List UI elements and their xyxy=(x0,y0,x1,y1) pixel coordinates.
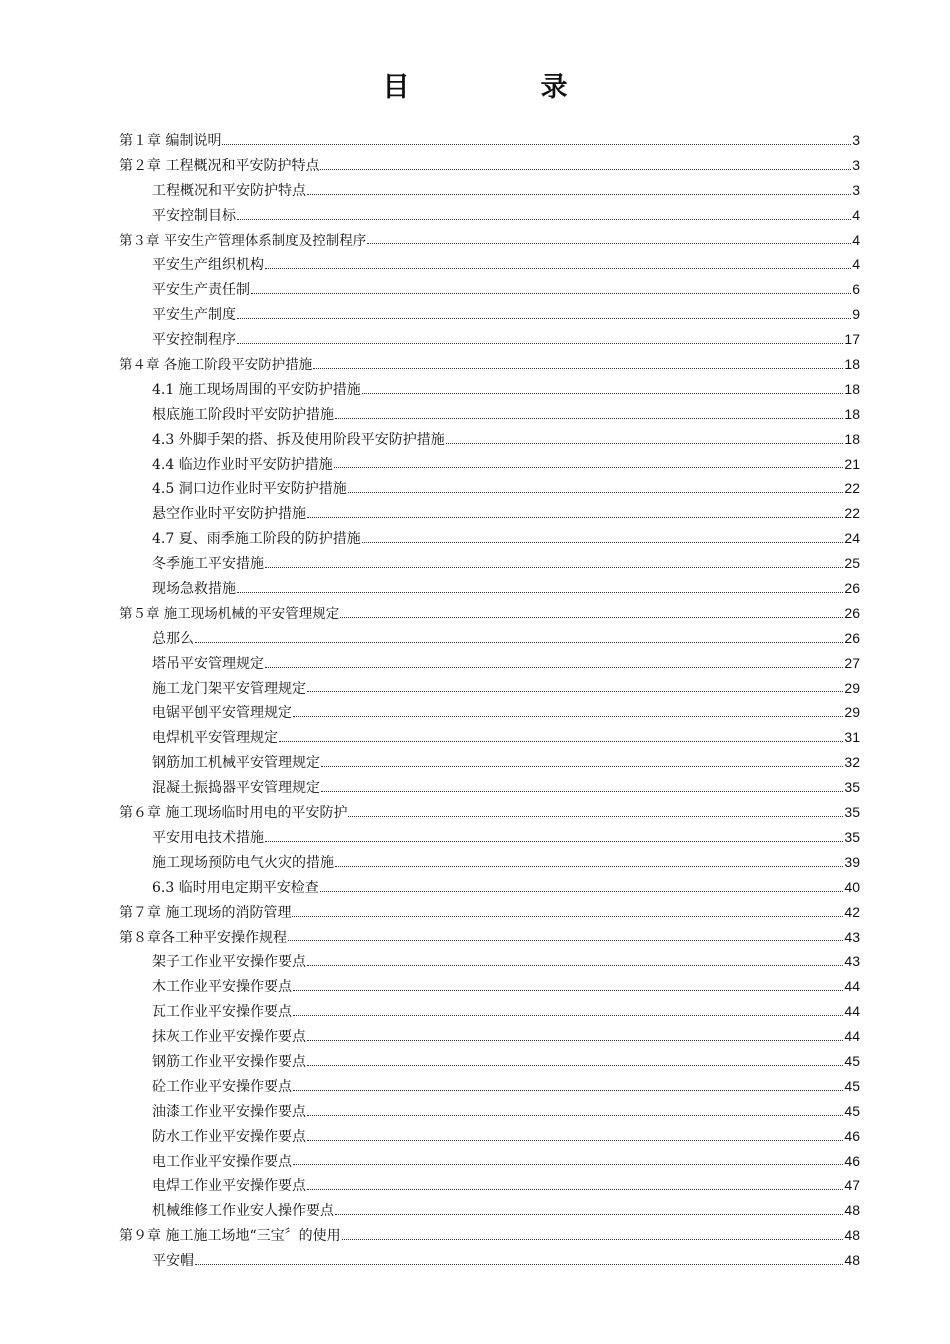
toc-entry-page-number: 26 xyxy=(844,604,860,621)
dot-leader xyxy=(446,442,844,444)
dot-leader xyxy=(237,317,851,319)
toc-entry[interactable] xyxy=(119,1248,860,1273)
dot-leader xyxy=(292,915,843,917)
dot-leader xyxy=(265,840,843,842)
toc-entry-title: 施工龙门架平安管理规定 xyxy=(152,680,306,697)
toc-entry-title: 第３章 平安生产管理体系制度及控制程序 xyxy=(119,232,367,249)
dot-leader xyxy=(293,989,843,991)
toc-entry[interactable] xyxy=(119,327,860,352)
dot-leader xyxy=(313,367,843,369)
toc-entry-page-number: 44 xyxy=(844,1028,860,1045)
toc-entry-title: 机械维修工作业安人操作要点 xyxy=(152,1203,334,1220)
dot-leader xyxy=(288,939,843,941)
toc-entry-title: 4.5 洞口边作业时平安防护措施 xyxy=(152,481,347,498)
toc-entry[interactable] xyxy=(119,626,860,651)
toc-entry[interactable] xyxy=(119,999,860,1024)
toc-entry-title: 第２章 工程概况和平安防护特点 xyxy=(119,157,320,174)
toc-entry-title: 瓦工作业平安操作要点 xyxy=(152,1004,292,1021)
dot-leader xyxy=(265,267,851,269)
toc-entry-page-number: 9 xyxy=(852,306,860,323)
toc-entry[interactable] xyxy=(119,750,860,775)
toc-entry-page-number: 3 xyxy=(852,181,860,198)
toc-entry-page-number: 21 xyxy=(844,455,860,472)
toc-entry-title: 第１章 编制说明 xyxy=(119,133,222,149)
toc-entry-title: 抹灰工作业平安操作要点 xyxy=(152,1029,306,1046)
toc-entry-title: 防水工作业平安操作要点 xyxy=(152,1128,306,1145)
toc-entry-title: 第８章各工种平安操作规程 xyxy=(119,929,287,946)
dot-leader xyxy=(195,641,843,643)
toc-entry-page-number: 44 xyxy=(844,978,860,995)
dot-leader xyxy=(251,292,851,294)
toc-entry[interactable] xyxy=(119,277,860,302)
toc-entry[interactable] xyxy=(119,452,860,477)
dot-leader xyxy=(340,616,843,618)
toc-entry-title: 钢筋加工机械平安管理规定 xyxy=(152,755,320,772)
toc-entry-page-number: 3 xyxy=(852,132,860,148)
dot-leader xyxy=(307,964,843,966)
dot-leader xyxy=(362,392,844,394)
toc-entry-page-number: 27 xyxy=(844,654,860,671)
toc-entry-page-number: 4 xyxy=(852,256,860,273)
dot-leader xyxy=(265,566,843,568)
toc-entry[interactable] xyxy=(119,1099,860,1124)
toc-entry-title: 悬空作业时平安防护措施 xyxy=(152,506,306,523)
toc-entry-title: 平安生产组织机构 xyxy=(152,257,264,274)
toc-entry[interactable] xyxy=(119,377,860,402)
toc-entry-title: 钢筋工作业平安操作要点 xyxy=(152,1053,306,1070)
page-title: 目 录 xyxy=(382,72,620,103)
toc-entry[interactable] xyxy=(119,700,860,725)
toc-entry-page-number: 22 xyxy=(844,480,860,497)
toc-entry-title: 6.3 临时用电定期平安检查 xyxy=(152,879,319,896)
toc-entry[interactable] xyxy=(119,153,860,178)
dot-leader xyxy=(293,1163,843,1165)
dot-leader xyxy=(265,666,843,668)
toc-entry-page-number: 18 xyxy=(844,356,860,373)
toc-entry[interactable] xyxy=(119,302,860,327)
toc-entry[interactable] xyxy=(119,551,860,576)
dot-leader xyxy=(307,1188,843,1190)
dot-leader xyxy=(348,815,843,817)
toc-entry-title: 平安控制程序 xyxy=(152,332,236,349)
toc-entry-page-number: 18 xyxy=(844,380,860,397)
toc-entry[interactable] xyxy=(119,1049,860,1074)
dot-leader xyxy=(307,193,851,195)
toc-entry-title: 总那么 xyxy=(152,630,194,647)
toc-entry[interactable] xyxy=(119,576,860,601)
dot-leader xyxy=(307,1039,843,1041)
toc-entry-page-number: 17 xyxy=(844,331,860,348)
toc-entry-title: 工程概况和平安防护特点 xyxy=(152,182,306,199)
toc-entry-page-number: 44 xyxy=(844,1003,860,1020)
toc-entry[interactable] xyxy=(119,1198,860,1223)
toc-entry[interactable] xyxy=(119,476,860,501)
toc-entry[interactable] xyxy=(119,875,860,900)
toc-entry-page-number: 25 xyxy=(844,555,860,572)
toc-entry-page-number: 46 xyxy=(844,1152,860,1169)
toc-entry-page-number: 43 xyxy=(844,953,860,970)
toc-entry-title: 塔吊平安管理规定 xyxy=(152,655,264,672)
toc-entry-title: 4.1 施工现场周围的平安防护措施 xyxy=(152,381,361,398)
toc-entry-page-number: 26 xyxy=(844,580,860,597)
toc-entry[interactable] xyxy=(119,526,860,551)
toc-entry[interactable] xyxy=(119,427,860,452)
table-of-contents xyxy=(119,128,860,1273)
toc-entry-title: 混凝土振捣器平安管理规定 xyxy=(152,780,320,797)
toc-entry[interactable] xyxy=(119,252,860,277)
dot-leader xyxy=(321,765,843,767)
toc-entry[interactable] xyxy=(119,925,860,950)
toc-entry[interactable] xyxy=(119,178,860,203)
toc-entry-page-number: 39 xyxy=(844,853,860,870)
toc-entry-page-number: 40 xyxy=(844,878,860,895)
toc-entry[interactable] xyxy=(119,128,860,153)
toc-entry-page-number: 4 xyxy=(852,206,860,223)
toc-entry-page-number: 45 xyxy=(844,1052,860,1069)
toc-entry-title: 电工作业平安操作要点 xyxy=(152,1153,292,1170)
toc-entry-page-number: 29 xyxy=(844,679,860,696)
dot-leader xyxy=(222,143,851,145)
toc-entry[interactable] xyxy=(119,1124,860,1149)
toc-entry[interactable] xyxy=(119,900,860,925)
toc-entry[interactable] xyxy=(119,725,860,750)
toc-entry[interactable] xyxy=(119,228,860,253)
dot-leader xyxy=(367,242,851,244)
dot-leader xyxy=(307,1114,843,1116)
toc-entry-page-number: 4 xyxy=(852,231,860,248)
toc-entry[interactable] xyxy=(119,949,860,974)
dot-leader xyxy=(307,1139,843,1141)
toc-entry-page-number: 45 xyxy=(844,1102,860,1119)
toc-entry[interactable] xyxy=(119,676,860,701)
toc-entry-title: 架子工作业平安操作要点 xyxy=(152,954,306,971)
toc-entry-page-number: 35 xyxy=(844,828,860,845)
toc-entry-page-number: 45 xyxy=(844,1077,860,1094)
toc-entry-page-number: 35 xyxy=(844,804,860,821)
toc-entry[interactable] xyxy=(119,974,860,999)
toc-entry-title: 现场急救措施 xyxy=(152,581,236,598)
dot-leader xyxy=(335,417,843,419)
toc-entry-title: 电焊工作业平安操作要点 xyxy=(152,1178,306,1195)
toc-entry[interactable] xyxy=(119,1024,860,1049)
toc-entry[interactable] xyxy=(119,601,860,626)
toc-entry[interactable] xyxy=(119,651,860,676)
toc-entry-title: 4.4 临边作业时平安防护措施 xyxy=(152,456,333,473)
dot-leader xyxy=(320,890,844,892)
toc-entry-title: 第９章 施工施工场地“三宝〞的使用 xyxy=(119,1228,341,1245)
dot-leader xyxy=(335,1213,843,1215)
toc-entry-title: 油漆工作业平安操作要点 xyxy=(152,1103,306,1120)
dot-leader xyxy=(321,790,843,792)
toc-entry[interactable] xyxy=(119,850,860,875)
dot-leader xyxy=(335,865,843,867)
dot-leader xyxy=(293,1089,843,1091)
dot-leader xyxy=(237,342,843,344)
toc-entry-page-number: 3 xyxy=(852,156,860,173)
toc-entry-page-number: 48 xyxy=(844,1202,860,1219)
toc-entry-page-number: 18 xyxy=(844,430,860,447)
dot-leader xyxy=(334,466,844,468)
dot-leader xyxy=(293,715,843,717)
dot-leader xyxy=(279,740,843,742)
toc-entry[interactable] xyxy=(119,825,860,850)
dot-leader xyxy=(195,1263,843,1265)
dot-leader xyxy=(237,591,843,593)
toc-entry[interactable] xyxy=(119,402,860,427)
toc-entry-title: 4.3 外脚手架的搭、拆及使用阶段平安防护措施 xyxy=(152,431,445,448)
toc-entry-title: 平安控制目标 xyxy=(152,207,236,224)
toc-entry[interactable] xyxy=(119,1223,860,1248)
toc-entry-page-number: 42 xyxy=(844,903,860,920)
toc-entry-page-number: 24 xyxy=(844,530,860,547)
toc-entry[interactable] xyxy=(119,1173,860,1198)
dot-leader xyxy=(362,541,844,543)
toc-entry-page-number: 35 xyxy=(844,779,860,796)
toc-entry-title: 平安生产责任制 xyxy=(152,282,250,299)
toc-entry-page-number: 43 xyxy=(844,928,860,945)
toc-entry[interactable] xyxy=(119,800,860,825)
dot-leader xyxy=(237,218,851,220)
toc-entry-title: 第５章 施工现场机械的平安管理规定 xyxy=(119,605,340,622)
toc-entry-page-number: 48 xyxy=(844,1252,860,1269)
toc-entry-page-number: 22 xyxy=(844,505,860,522)
toc-entry-title: 木工作业平安操作要点 xyxy=(152,979,292,996)
toc-entry-title: 第７章 施工现场的消防管理 xyxy=(119,904,292,921)
toc-entry-title: 砼工作业平安操作要点 xyxy=(152,1078,292,1095)
toc-entry-title: 电焊机平安管理规定 xyxy=(152,730,278,747)
toc-entry-title: 电锯平刨平安管理规定 xyxy=(152,705,292,722)
toc-entry-title: 平安用电技术措施 xyxy=(152,829,264,846)
toc-entry[interactable] xyxy=(119,1149,860,1174)
toc-entry-page-number: 31 xyxy=(844,729,860,746)
toc-entry-title: 冬季施工平安措施 xyxy=(152,556,264,573)
toc-entry-page-number: 18 xyxy=(844,405,860,422)
toc-entry[interactable] xyxy=(119,775,860,800)
toc-entry-page-number: 32 xyxy=(844,754,860,771)
toc-entry-page-number: 48 xyxy=(844,1227,860,1244)
dot-leader xyxy=(307,690,843,692)
dot-leader xyxy=(293,1014,843,1016)
toc-entry-page-number: 46 xyxy=(844,1127,860,1144)
toc-entry-title: 第４章 各施工阶段平安防护措施 xyxy=(119,357,313,374)
toc-entry[interactable] xyxy=(119,352,860,377)
dot-leader xyxy=(307,516,843,518)
toc-entry-title: 根底施工阶段时平安防护措施 xyxy=(152,406,334,423)
toc-entry-title: 平安帽 xyxy=(152,1253,194,1270)
toc-entry-page-number: 26 xyxy=(844,629,860,646)
toc-entry-title: 4.7 夏、雨季施工阶段的防护措施 xyxy=(152,531,361,548)
dot-leader xyxy=(342,1238,844,1240)
toc-entry-page-number: 29 xyxy=(844,704,860,721)
toc-entry-page-number: 6 xyxy=(852,281,860,298)
toc-entry-title: 第６章 施工现场临时用电的平安防护 xyxy=(119,805,348,822)
toc-entry-page-number: 47 xyxy=(844,1177,860,1194)
dot-leader xyxy=(307,1064,843,1066)
toc-entry-title: 平安生产制度 xyxy=(152,307,236,324)
toc-entry-title: 施工现场预防电气火灾的措施 xyxy=(152,854,334,871)
toc-entry[interactable] xyxy=(119,1074,860,1099)
toc-entry[interactable] xyxy=(119,501,860,526)
toc-entry[interactable] xyxy=(119,203,860,228)
dot-leader xyxy=(320,168,851,170)
dot-leader xyxy=(348,491,844,493)
